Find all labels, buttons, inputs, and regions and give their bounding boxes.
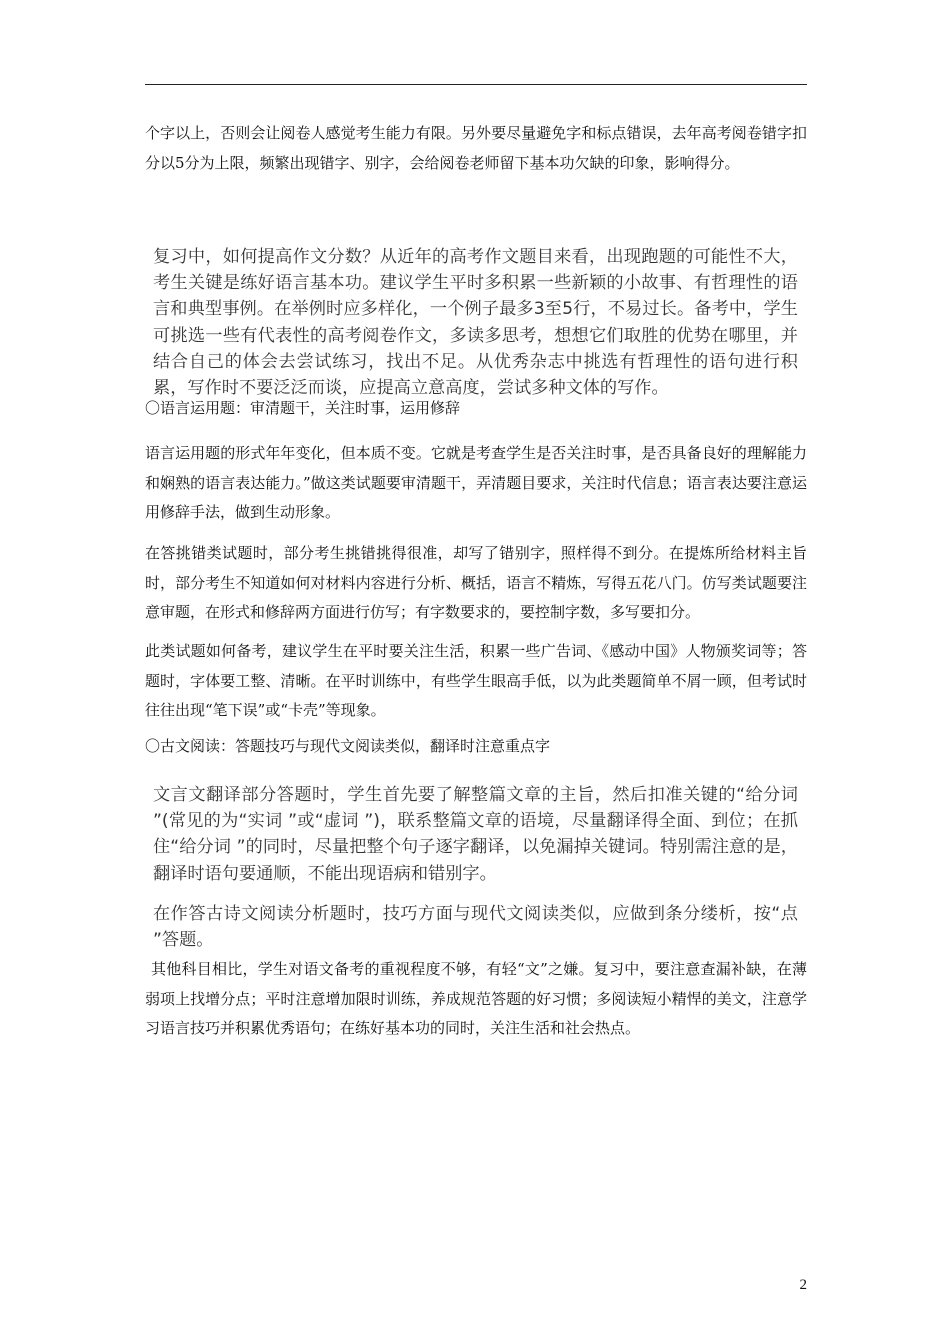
paragraph-summary: 其他科目相比，学生对语文备考的重视程度不够，有轻“文”之嫌。复习中，要注意查漏补缺，在薄弱项上找增分点；平时注意增加限时训练，养成规范答题的好习惯；多阅读短小精悍的美文，注意学习语言技巧并积累优秀语句；在练好基本功的同时，关注生活和社会热点。 xyxy=(145,960,807,1037)
heading-language-use: 〇语言运用题：审清题干，关注时事，运用修辞 xyxy=(145,399,461,417)
heading-classical-reading: 〇古文阅读：答题技巧与现代文阅读类似，翻译时注意重点字 xyxy=(145,737,551,755)
paragraph-essay-review: 复习中，如何提高作文分数？从近年的高考作文题目来看，出现跑题的可能性不大，考生关键是练好语言基本功。建议学生平时多积累一些新颖的小故事、有哲理性的语言和典型事例。在举例时应多样化，一个例子最多3至5行，不易过长。备考中，学生可挑选一些有代表性的高考阅卷作文，多读多思考，想想它们取胜的优势在哪里，并结合自己的体会去尝试练习，找出不足。从优秀杂志中挑选有哲理性的语句进行积累，写作时不要泛泛而谈，应提高立意高度，尝试多种文体的写作。 xyxy=(153,247,798,399)
paragraph-error-tips: 个字以上，否则会让阅卷人感觉考生能力有限。另外要尽量避免字和标点错误，去年高考阅卷错字扣分以5分为上限，频繁出现错字、别字，会给阅卷老师留下基本功欠缺的印象，影响得分。 xyxy=(145,124,807,172)
paragraph-error-finding: 在答挑错类试题时，部分考生挑错挑得很准，却写了错别字，照样得不到分。在提炼所给材料主旨时，部分考生不知道如何对材料内容进行分析、概括，语言不精炼，写得五花八门。仿写类试题要注意审题，在形式和修辞两方面进行仿写；有字数要求的，要控制字数，多写要扣分。 xyxy=(145,544,807,621)
paragraph-preparation: 此类试题如何备考，建议学生在平时要关注生活，积累一些广告词、《感动中国》人物颁奖词等；答题时，字体要工整、清晰。在平时训练中，有些学生眼高手低，以为此类题简单不屑一顾，但考试时往往出现“笔下误”或“卡壳”等现象。 xyxy=(145,642,807,719)
page-number: 2 xyxy=(799,1277,807,1293)
header-rule xyxy=(145,84,807,85)
paragraph-classical-translation: 文言文翻译部分答题时，学生首先要了解整篇文章的主旨，然后扣准关键的“给分词 ”(常见的为“实词 ”或“虚词 ”)，联系整篇文章的语境，尽量翻译得全面、到位；在抓住“给分词 ”的同时，尽量把整个句子逐字翻译，以免漏掉关键词。特别需注意的是，翻译时语句要通顺，不能出现语病和错别字。 xyxy=(153,785,798,884)
paragraph-poetry-reading: 在作答古诗文阅读分析题时，技巧方面与现代文阅读类似，应做到条分缕析，按“点 ”答题。 xyxy=(153,904,798,951)
paragraph-language-use: 语言运用题的形式年年变化，但本质不变。它就是考查学生是否关注时事，是否具备良好的理解能力和娴熟的语言表达能力。”做这类试题要审清题干，弄清题目要求，关注时代信息；语言表达要注意运用修辞手法，做到生动形象。 xyxy=(145,444,807,521)
